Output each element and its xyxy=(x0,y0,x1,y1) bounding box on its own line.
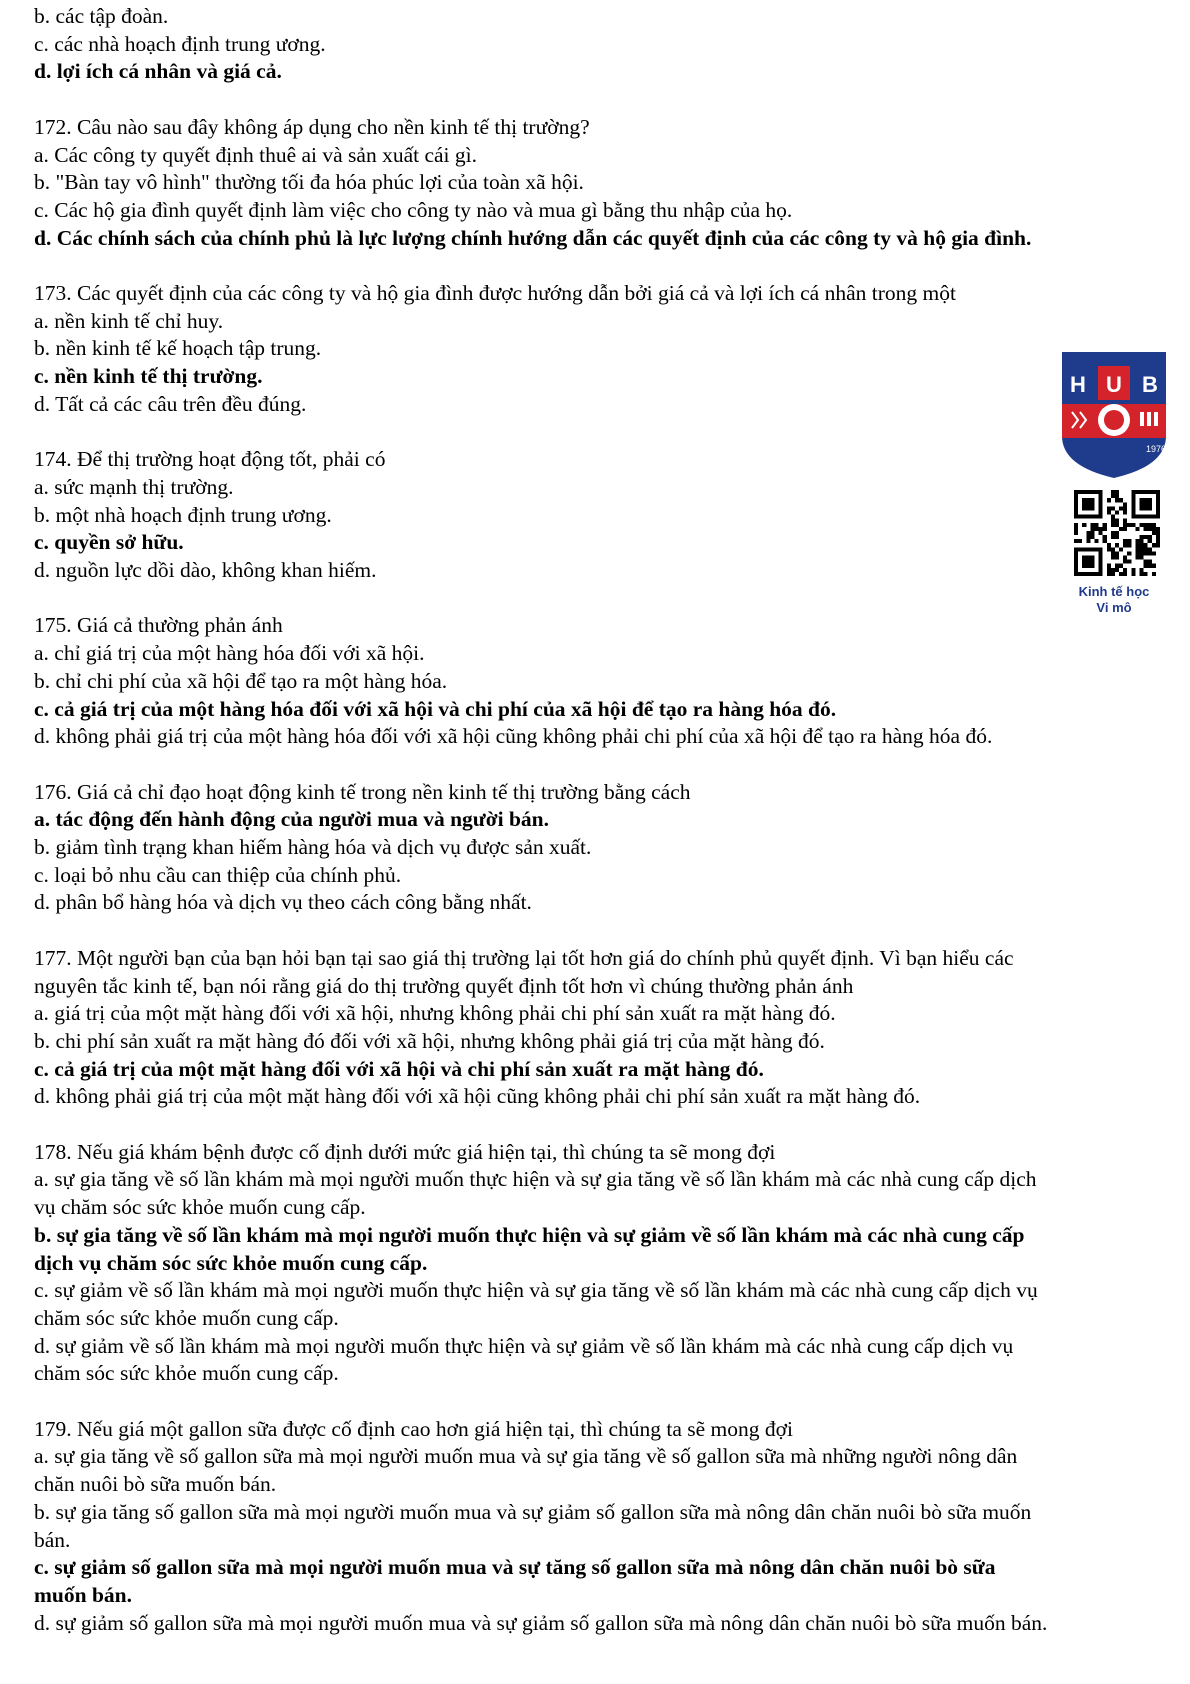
answer-line-correct: c. cả giá trị của một hàng hóa đối với xã hội và chi phí của xã hội để tạo ra hàng hóa đó. xyxy=(34,696,837,721)
text-line: chăn nuôi bò sữa muốn bán. xyxy=(34,1472,277,1497)
text-line: chăm sóc sức khỏe muốn cung cấp. xyxy=(34,1305,339,1330)
text-line: a. sự gia tăng về số lần khám mà mọi người muốn thực hiện và sự gia tăng về số lần khám mà các nhà cung cấp dịch xyxy=(34,1167,1037,1192)
text-line: c. các nhà hoạch định trung ương. xyxy=(34,31,326,56)
answer-line-correct: b. sự gia tăng về số lần khám mà mọi người muốn thực hiện và sự giảm về số lần khám mà các nhà cung cấp xyxy=(34,1222,1025,1247)
text-line: vụ chăm sóc sức khỏe muốn cung cấp. xyxy=(34,1195,366,1220)
paragraph-gap xyxy=(34,917,1164,945)
document-body xyxy=(34,3,1167,1637)
paragraph-gap xyxy=(34,1388,1164,1416)
text-line: b. sự gia tăng số gallon sữa mà mọi người muốn mua và sự giảm số gallon sữa mà nông dân chăn nuôi bò sữa muốn xyxy=(34,1499,1032,1524)
text-line: b. một nhà hoạch định trung ương. xyxy=(34,502,332,527)
text-line: 177. Một người bạn của bạn hỏi bạn tại sao giá thị trường lại tốt hơn giá do chính phủ quyết định. Vì bạn hiểu các xyxy=(34,945,1014,970)
text-line: b. chỉ chi phí của xã hội để tạo ra một hàng hóa. xyxy=(34,668,448,693)
text-line: nguyên tắc kinh tế, bạn nói rằng giá do thị trường quyết định tốt hơn vì chúng thường phản ánh xyxy=(34,973,854,998)
text-line: c. loại bỏ nhu cầu can thiệp của chính phủ. xyxy=(34,862,402,887)
text-line: a. nền kinh tế chỉ huy. xyxy=(34,308,224,333)
paragraph-gap xyxy=(34,419,1164,447)
text-line: b. các tập đoàn. xyxy=(34,4,169,28)
text-line: a. Các công ty quyết định thuê ai và sản xuất cái gì. xyxy=(34,142,478,167)
text-line: 173. Các quyết định của các công ty và hộ gia đình được hướng dẫn bởi giá cả và lợi ích cá nhân trong một xyxy=(34,281,956,305)
text-line: b. nền kinh tế kế hoạch tập trung. xyxy=(34,336,322,361)
hub-logo-block xyxy=(1058,348,1170,636)
paragraph-gap xyxy=(34,1111,1164,1139)
answer-line-correct: c. nền kinh tế thị trường. xyxy=(34,364,263,389)
logo-letter-u: U xyxy=(1106,372,1122,397)
answer-line-correct: muốn bán. xyxy=(34,1582,132,1607)
logo-letter-b: B xyxy=(1142,372,1158,397)
text-line: 178. Nếu giá khám bệnh được cố định dưới mức giá hiện tại, thì chúng ta sẽ mong đợi xyxy=(34,1139,776,1164)
text-line: b. chi phí sản xuất ra mặt hàng đó đối với xã hội, nhưng không phải giá trị của mặt hàng đó. xyxy=(34,1028,825,1053)
logo-year: 1976 xyxy=(1145,444,1167,454)
paragraph-gap xyxy=(34,252,1164,280)
answer-line-correct: d. Các chính sách của chính phủ là lực lượng chính hướng dẫn các quyết định của các công ty và hộ gia đình. xyxy=(34,225,1032,250)
logo-caption-subject: Kinh tế học xyxy=(1078,584,1150,599)
answer-line-correct: a. tác động đến hành động của người mua và người bán. xyxy=(34,807,549,832)
text-line: d. phân bổ hàng hóa và dịch vụ theo cách công bằng nhất. xyxy=(34,890,532,915)
logo-letter-h: H xyxy=(1070,372,1086,397)
text-line: c. sự giảm về số lần khám mà mọi người muốn thực hiện và sự gia tăng về số lần khám mà các nhà cung cấp dịch vụ xyxy=(34,1278,1038,1303)
text-line: a. giá trị của một mặt hàng đối với xã hội, nhưng không phải chi phí sản xuất ra mặt hàng đó. xyxy=(34,1001,836,1026)
paragraph-gap xyxy=(34,585,1164,613)
qr-code-icon xyxy=(1074,490,1160,576)
text-line: d. Tất cả các câu trên đều đúng. xyxy=(34,391,307,416)
text-line: 172. Câu nào sau đây không áp dụng cho nền kinh tế thị trường? xyxy=(34,114,590,139)
text-line: c. Các hộ gia đình quyết định làm việc cho công ty nào và mua gì bằng thu nhập của họ. xyxy=(34,197,793,222)
text-line: chăm sóc sức khỏe muốn cung cấp. xyxy=(34,1361,339,1386)
text-line: 179. Nếu giá một gallon sữa được cố định cao hơn giá hiện tại, thì chúng ta sẽ mong đợi xyxy=(34,1416,793,1441)
answer-line-correct: d. lợi ích cá nhân và giá cả. xyxy=(34,59,282,84)
answer-line-correct: dịch vụ chăm sóc sức khỏe muốn cung cấp. xyxy=(34,1250,428,1275)
text-line: bán. xyxy=(34,1527,71,1552)
text-line: a. sự gia tăng về số gallon sữa mà mọi người muốn mua và sự gia tăng về số gallon sữa mà những người nông dân xyxy=(34,1444,1018,1469)
hub-shield-logo xyxy=(1058,348,1170,480)
text-line: d. sự giảm số gallon sữa mà mọi người muốn mua và sự giảm số gallon sữa mà nông dân chăn nuôi bò sữa muốn bán. xyxy=(34,1610,1048,1635)
answer-line-correct: c. quyền sở hữu. xyxy=(34,530,184,555)
text-line: a. sức mạnh thị trường. xyxy=(34,474,234,499)
text-line: b. giảm tình trạng khan hiếm hàng hóa và dịch vụ được sản xuất. xyxy=(34,835,592,860)
paragraph-gap xyxy=(34,751,1164,779)
text-line: a. chỉ giá trị của một hàng hóa đối với xã hội. xyxy=(34,641,425,666)
text-line: d. không phải giá trị của một hàng hóa đối với xã hội cũng không phải chi phí của xã hội để tạo ra hàng hóa đó. xyxy=(34,724,993,749)
text-line: 176. Giá cả chỉ đạo hoạt động kinh tế trong nền kinh tế thị trường bằng cách xyxy=(34,779,691,804)
paragraph-gap xyxy=(34,86,1164,114)
text-line: d. nguồn lực dồi dào, không khan hiếm. xyxy=(34,558,377,583)
text-line: d. không phải giá trị của một mặt hàng đối với xã hội cũng không phải chi phí sản xuất ra mặt hàng đó. xyxy=(34,1084,921,1109)
logo-caption-subtitle: Vi mô xyxy=(1096,600,1132,615)
text-line: 174. Để thị trường hoạt động tốt, phải có xyxy=(34,447,386,472)
text-line: 175. Giá cả thường phản ánh xyxy=(34,613,283,638)
answer-line-correct: c. cả giá trị của một mặt hàng đối với xã hội và chi phí sản xuất ra mặt hàng đó. xyxy=(34,1056,764,1081)
text-line: d. sự giảm về số lần khám mà mọi người muốn thực hiện và sự giảm về số lần khám mà các nhà cung cấp dịch vụ xyxy=(34,1333,1014,1358)
text-line: b. "Bàn tay vô hình" thường tối đa hóa phúc lợi của toàn xã hội. xyxy=(34,170,584,195)
answer-line-correct: c. sự giảm số gallon sữa mà mọi người muốn mua và sự tăng số gallon sữa mà nông dân chăn nuôi bò sữa xyxy=(34,1555,996,1580)
